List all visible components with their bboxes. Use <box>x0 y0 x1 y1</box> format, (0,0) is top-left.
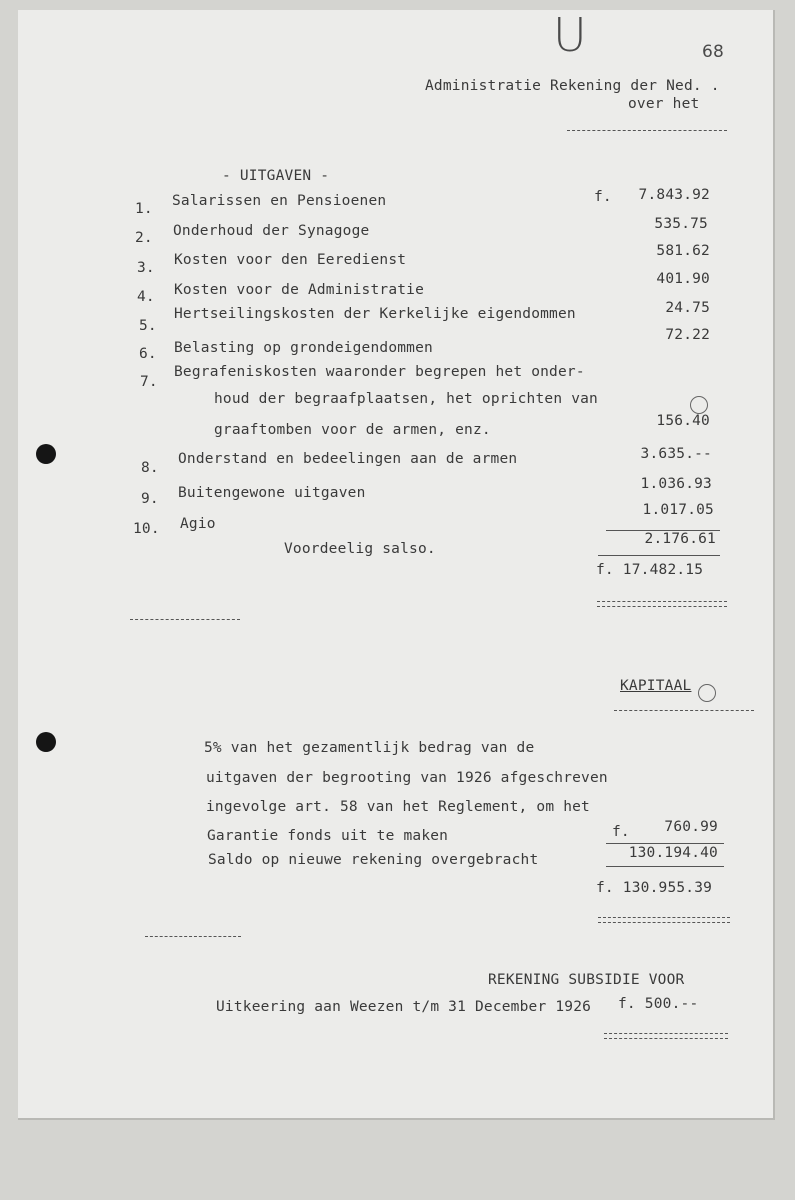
item-number: 1. <box>135 201 153 217</box>
pencil-mark: U <box>553 8 587 62</box>
subsidie-double-rule-2 <box>604 1038 728 1039</box>
section-divider <box>145 936 241 937</box>
subsidie-double-rule-1 <box>604 1033 728 1034</box>
circle-mark <box>690 396 708 414</box>
item-number: 7. <box>140 374 158 390</box>
kapitaal-heading: KAPITAAL <box>620 678 692 694</box>
item-amount: 581.62 <box>656 243 710 259</box>
uitgaven-heading: - UITGAVEN - <box>222 168 330 184</box>
item-amount: 7.843.92 <box>638 187 710 203</box>
subsidie-heading: REKENING SUBSIDIE VOOR <box>488 972 685 988</box>
header-line1: Administratie Rekening der Ned. . <box>425 78 720 94</box>
uitgaven-total: f. 17.482.15 <box>596 562 704 578</box>
item-label: houd der begraafplaatsen, het oprichten van <box>214 391 598 407</box>
item-number: 8. <box>141 460 159 476</box>
kapitaal-amount2: 130.194.40 <box>628 845 718 861</box>
header-line2: over het <box>628 96 700 112</box>
item-amount: 24.75 <box>665 300 710 316</box>
kapitaal-sum-rule <box>606 866 724 867</box>
item-number: 6. <box>139 346 157 362</box>
header-rule <box>567 130 727 131</box>
item-amount: 535.75 <box>654 216 708 232</box>
item-label: Onderhoud der Synagoge <box>173 223 370 239</box>
kapitaal-double-rule-1 <box>598 917 730 918</box>
item-amount: 1.017.05 <box>642 502 714 518</box>
currency-prefix: f. <box>594 189 612 205</box>
kapitaal-line: 5% van het gezamentlijk bedrag van de <box>204 740 535 756</box>
item-amount: 1.036.93 <box>640 476 712 492</box>
kapitaal-rule <box>614 710 754 711</box>
item-number: 10. <box>133 521 160 537</box>
page-number: 68 <box>702 42 725 62</box>
item-label: Salarissen en Pensioenen <box>172 193 387 209</box>
item-amount: 72.22 <box>665 327 710 343</box>
kapitaal-line: Garantie fonds uit te maken <box>207 828 449 844</box>
item-label: Belasting op grondeigendommen <box>174 340 433 356</box>
item-label: Agio <box>180 516 216 532</box>
item-amount: 3.635.-- <box>640 446 712 462</box>
item-number: 2. <box>135 230 153 246</box>
total-double-rule-2 <box>597 606 727 607</box>
subsidie-line: Uitkeering aan Weezen t/m 31 December 1926 <box>216 999 592 1015</box>
item-number: 5. <box>139 318 157 334</box>
kapitaal-line: Saldo op nieuwe rekening overgebracht <box>208 852 539 868</box>
kapitaal-line: uitgaven der begrooting van 1926 afgeschreven <box>206 770 608 786</box>
kapitaal-double-rule-2 <box>598 922 730 923</box>
kapitaal-amount1-prefix: f. <box>612 824 630 840</box>
item-label: Begrafeniskosten waaronder begrepen het onder- <box>174 364 585 380</box>
item-label: Hertseilingskosten der Kerkelijke eigendommen <box>174 306 576 322</box>
item-number: 9. <box>141 491 159 507</box>
circle-mark <box>698 684 716 702</box>
kapitaal-amount1: 760.99 <box>664 819 718 835</box>
punch-hole-top <box>36 444 56 464</box>
item-number: 4. <box>137 289 155 305</box>
item-label: graaftomben voor de armen, enz. <box>214 422 491 438</box>
item-label: Buitengewone uitgaven <box>178 485 366 501</box>
item-label: Kosten voor den Eeredienst <box>174 252 407 268</box>
item-label: Kosten voor de Administratie <box>174 282 425 298</box>
section-divider <box>130 619 240 620</box>
saldo-label: Voordeelig salso. <box>284 541 436 557</box>
saldo-amount: 2.176.61 <box>644 531 716 547</box>
saldo-rule <box>598 555 720 556</box>
kapitaal-line: ingevolge art. 58 van het Reglement, om het <box>206 799 590 815</box>
total-double-rule-1 <box>597 601 727 602</box>
kapitaal-underline <box>606 843 724 844</box>
kapitaal-total: f. 130.955.39 <box>596 880 713 896</box>
punch-hole-bottom <box>36 732 56 752</box>
item-label: Onderstand en bedeelingen aan de armen <box>178 451 518 467</box>
item-amount: 401.90 <box>656 271 710 287</box>
item-number: 3. <box>137 260 155 276</box>
item-amount: 156.40 <box>656 413 710 429</box>
subsidie-amount: f. 500.-- <box>618 996 699 1012</box>
